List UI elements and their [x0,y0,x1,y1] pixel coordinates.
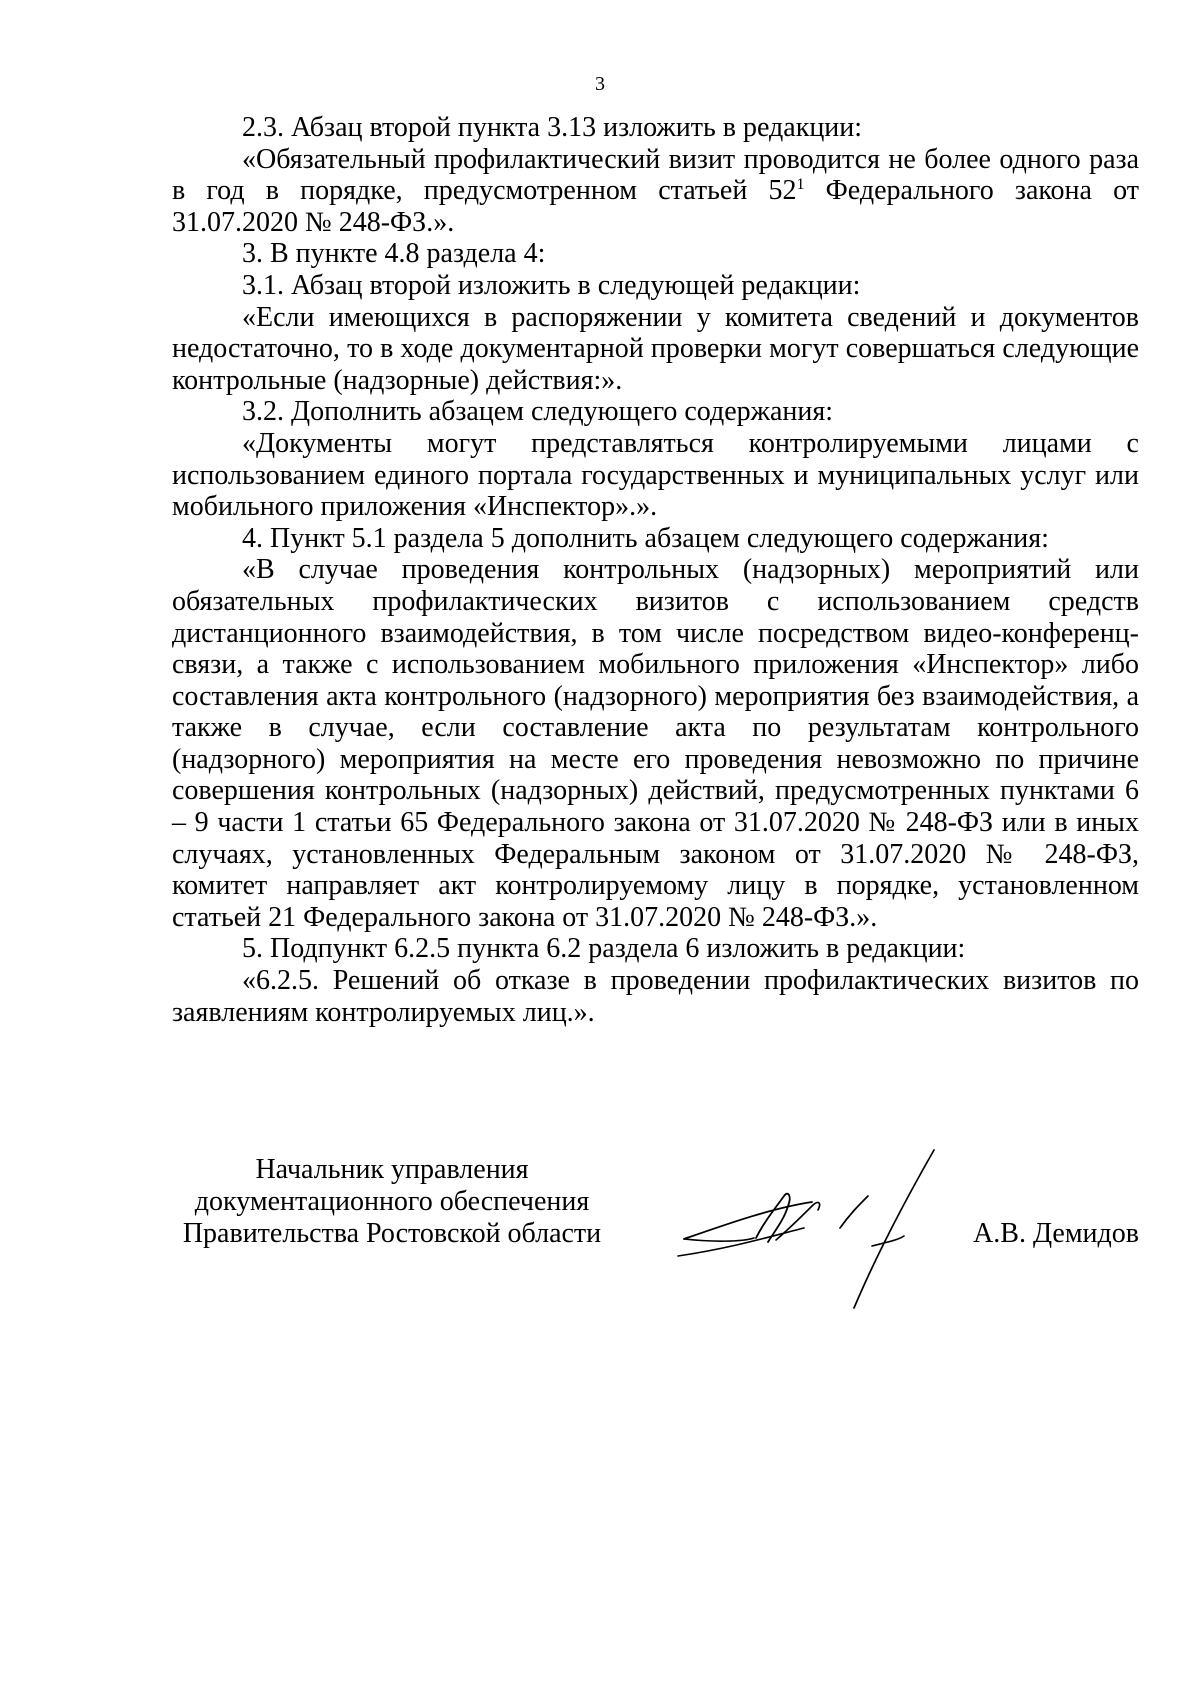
signer-title [172,1154,612,1250]
paragraph-3-2: 3.2. Дополнить абзацем следующего содержания: [242,396,834,428]
handwritten-signature-icon [672,1136,942,1316]
paragraph-2-3-quote [172,144,1139,239]
signer-name: А.В. Демидов [973,1218,1139,1249]
page-number: 3 [595,73,605,95]
paragraph-3-1: 3.1. Абзац второй изложить в следующей редакции: [242,269,861,301]
paragraph-4-quote: «В случае проведения контрольных (надзорных) мероприятий или обязательных профилактических визитов с использованием средств дистанционного взаимодействия, в том числе посредством видео-конференц-связи, а также с использованием мобильного приложения «Инспектор» либо составления акта контрольного (надзорного) мероприятия без взаимодействия, а также в случае, если составление акта по результатам контрольного (надзорного) мероприятия на месте его проведения невозможно по причине совершения контрольных (надзорных) действий, предусмотренных пунктами 6 – 9 части 1 статьи 65 Федерального закона от 31.07.2020 № 248-ФЗ или в иных случаях, установленных Федеральным законом от 31.07.2020 № 248-ФЗ, комитет направляет акт контролируемому лицу в порядке, установленном статьей 21 Федерального закона от 31.07.2020 № 248-ФЗ.». [172,554,1139,933]
quote-text-start: «Обязательный профилактический визит проводится не более одного раза в год в порядке, предусмотренном статьей 52 [172,143,1139,207]
signer-title-line: документационного обеспечения [194,1186,590,1217]
paragraph-3-1-quote: «Если имеющихся в распоряжении у комитета сведений и документов недостаточно, то в ходе документарной проверки могут совершаться следующие контрольные (надзорные) действия:». [172,301,1139,396]
paragraph-3-2-quote: «Документы могут представляться контролируемыми лицами с использованием единого портала государственных и муниципальных услуг или мобильного приложения «Инспектор».». [172,427,1139,523]
signer-title-line: Правительства Ростовской области [182,1218,602,1249]
signature-block [172,1154,1139,1314]
quote-text-end: Федерального закона от 31.07.2020 № 248-ФЗ.». [172,175,1140,238]
document-body [172,112,1139,1028]
paragraph-5-quote: «6.2.5. Решений об отказе в проведении профилактических визитов по заявлениям контролируемых лиц.». [172,965,1139,1028]
paragraph-3: 3. В пункте 4.8 раздела 4: [242,238,546,270]
signer-title-line: Начальник управления [255,1154,529,1185]
paragraph-4: 4. Пункт 5.1 раздела 5 дополнить абзацем следующего содержания: [242,522,1049,554]
paragraph-2-3: 2.3. Абзац второй пункта 3.13 изложить в редакции: [242,112,863,143]
superscript-1: 1 [796,176,805,194]
paragraph-5: 5. Подпункт 6.2.5 пункта 6.2 раздела 6 изложить в редакции: [242,933,966,965]
